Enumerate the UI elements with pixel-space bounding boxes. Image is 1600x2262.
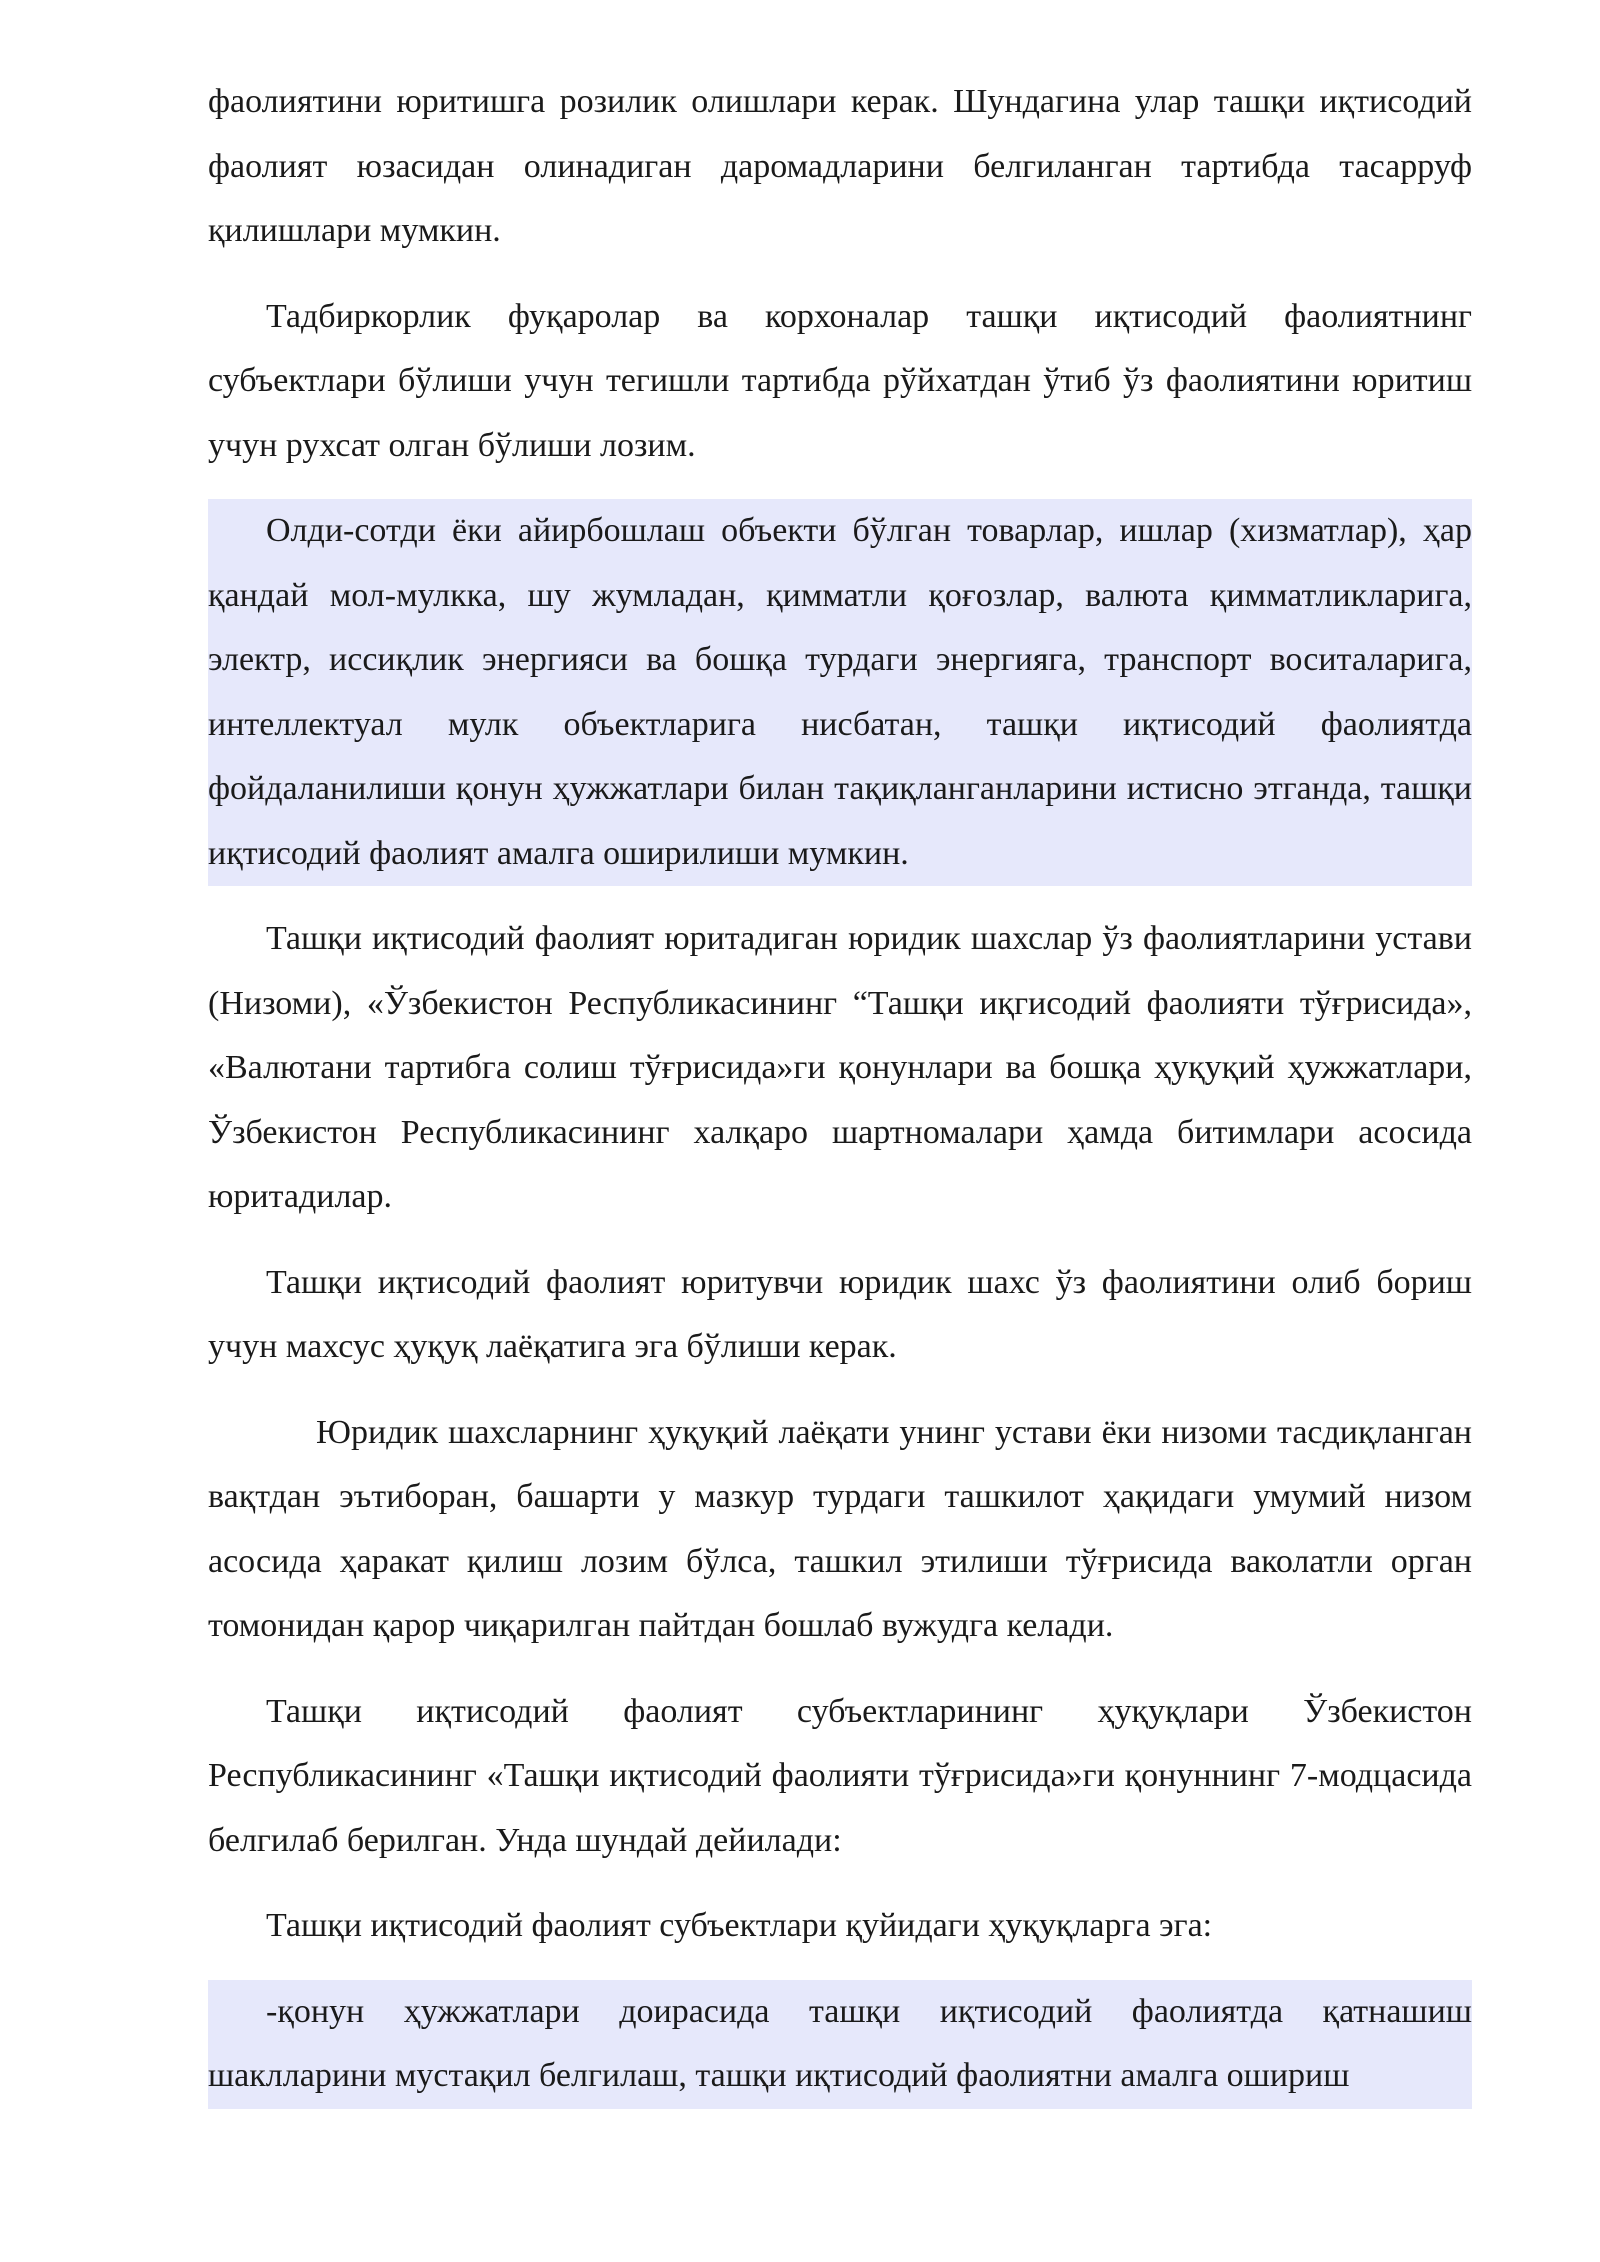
paragraph-8: Ташқи иқтисодий фаолият субъектлари қуйидаги ҳуқуқларга эга: <box>266 1907 1213 1944</box>
paragraph-4: Ташқи иқтисодий фаолият юритадиган юридик шахслар ўз фаолиятларини устави (Низоми), «Ўзбекистон Республикасининг “Ташқи иқгисодий фаолияти тўғрисида», «Валютани тартибга солиш тўғрисида»ги қонунлари ва бошқа ҳуқуқий ҳужжатлари, Ўзбекистон Республикасининг халқаро шартномалари ҳамда битимлари асосида юритадилар. <box>208 920 1472 1215</box>
paragraph-2: Тадбиркорлик фуқаролар ва корхоналар ташқи иқтисодий фаолиятнинг субъектлари бўлиши учун тегишли тартибда рўйхатдан ўтиб ўз фаолиятини юритиш учун рухсат олган бўлиши лозим. <box>208 297 1472 464</box>
body-text <box>208 70 1472 2130</box>
paragraph-5: Ташқи иқтисодий фаолият юритувчи юридик шахс ўз фаолиятини олиб бориш учун махсус ҳуқуқ лаёқатига эга бўлиши керак. <box>208 1263 1472 1365</box>
paragraph-1: фаолиятини юритишга розилик олишлари керак. Шундагина улар ташқи иқтисодий фаолият юзасидан олинадиган даромадларини белгиланган тартибда тасарруф қилишлари мумкин. <box>208 83 1472 249</box>
bullet-item-highlighted: -қонун ҳужжатлари доирасида ташқи иқтисодий фаолиятда қатнашиш шаклларини мустақил белгилаш, ташқи иқтисодий фаолиятни амалга ошириш <box>208 1980 1472 2109</box>
paragraph-7: Ташқи иқтисодий фаолият субъектларининг ҳуқуқлари Ўзбекистон Республикасининг «Ташқи иқтисодий фаолияти тўғрисида»ги қонуннинг 7-модцасида белгилаб берилган. Унда шундай дейилади: <box>208 1692 1472 1859</box>
paragraph-3-highlighted: Олди-сотди ёки айирбошлаш объекти бўлган товарлар, ишлар (хизматлар), ҳар қандай мол-мулкка, шу жумладан, қимматли қоғозлар, валюта қимматликларига, электр, иссиқлик энергияси ва бошқа турдаги энергияга, транспорт воситаларига, интеллектуал мулк объектларига нисбатан, ташқи иқтисодий фаолиятда фойдаланилиши қонун ҳужжатлари билан тақиқланганларини истисно этганда, ташқи иқтисодий фаолият амалга оширилиши мумкин. <box>208 499 1472 886</box>
paragraph-6: Юридик шахсларнинг ҳуқуқий лаёқати унинг устави ёки низоми тасдиқланган вақтдан эътиборан, башарти у мазкур турдаги ташкилот ҳақидаги умумий низом асосида ҳаракат қилиш лозим бўлса, ташкил этилиши тўғрисида ваколатли орган томонидан қарор чиқарилган пайтдан бошлаб вужудга келади. <box>208 1413 1472 1644</box>
